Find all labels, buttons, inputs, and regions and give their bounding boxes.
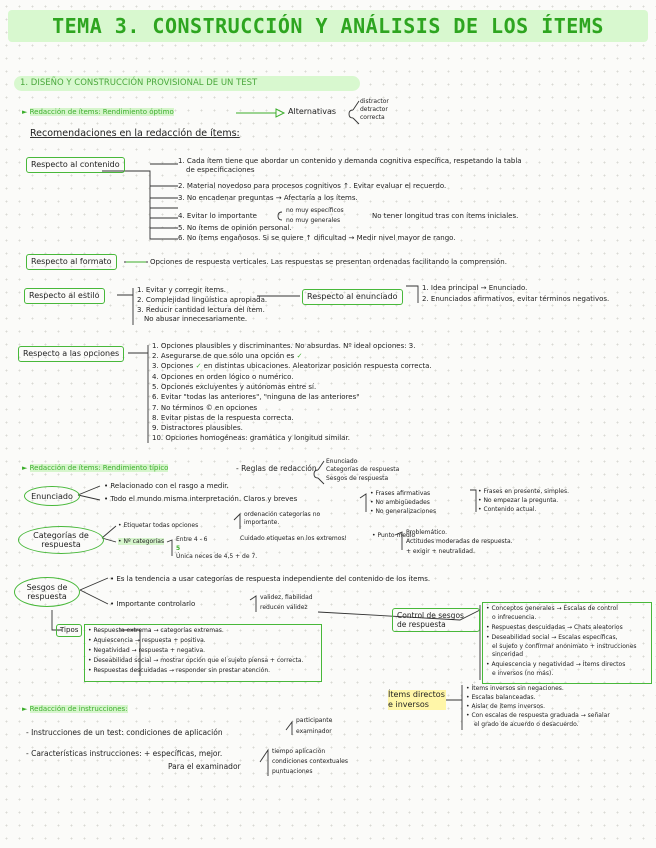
section-heading: 1. DISEÑO Y CONSTRUCCIÓN PROVISIONAL DE UN TEST [14, 76, 360, 91]
tipico-heading: ► Redacción de ítems: Rendimiento típico [22, 464, 169, 472]
instr-target: participante [296, 717, 333, 724]
opcion-item: 1. Opciones plausibles y discriminantes. No absurdas. Nº ideal opciones: 3. [152, 342, 416, 350]
opcion-item: 9. Distractores plausibles. [152, 424, 243, 432]
contenido-item: de especificaciones [186, 166, 255, 174]
estilo-label: Respecto al estilo [24, 288, 105, 304]
frase-right-item: • No empezar la pregunta. [478, 497, 559, 504]
control-item: sinceridad [492, 651, 524, 658]
directos-label: Ítems directos e inversos [388, 690, 445, 709]
sesgos-oval: Sesgos de respuesta [14, 577, 80, 607]
control-item: • Respuestas descuidadas → Chats aleatorios [486, 624, 623, 631]
directo-item: • Con escalas de respuesta graduada → señalar [466, 712, 610, 719]
reglas-label: - Reglas de redacción [236, 464, 317, 473]
opcion-item: 8. Evitar pistas de la respuesta correcta. [152, 414, 294, 422]
opcion-item: 7. No términos © en opciones [152, 404, 258, 412]
regla-item: Categorías de respuesta [326, 466, 400, 473]
directo-item: • Escalas balanceadas. [466, 694, 536, 701]
categoria-item: • Etiquetar todas opciones [118, 522, 199, 529]
sesgo-sub: reducen validez [260, 604, 308, 611]
categoria-right: importante. [244, 519, 280, 526]
frase-item: • No generalizaciones [370, 508, 437, 515]
opcion-item: 4. Opciones en orden lógico o numérico. [152, 373, 294, 381]
opciones-label: Respecto a las opciones [18, 346, 124, 362]
sesgo-item: • Es la tendencia a usar categorías de respuesta independiente del contenido de los ítems. [110, 575, 431, 583]
enunciado-tip-item: • Todo el mundo misma interpretación. Claros y breves [104, 495, 298, 503]
enunciado-tip-item: • Relacionado con el rasgo a medir. [104, 482, 229, 490]
categoria-sub: Única neces de 4,5 + de 7. [176, 553, 258, 560]
regla-item: Enunciado [326, 458, 358, 465]
evitar-sub: no muy generales [286, 217, 341, 224]
control-item: o infrecuencia. [492, 614, 537, 621]
contenido-item: 6. No ítems engañosos. Si se quiere ↑ dificultad → Medir nivel mayor de rango. [178, 234, 456, 242]
categoria-sub: 5 [176, 545, 181, 552]
evitar-sub: no muy específicos [286, 207, 344, 214]
estilo-item: 1. Evitar y corregir ítems. [137, 286, 227, 294]
formato-label: Respecto al formato [26, 254, 117, 270]
alternativa-correcta: correcta [360, 114, 385, 121]
directo-item: • Aislar de ítems inversos. [466, 703, 546, 710]
tipos-label: Tipos [56, 624, 82, 637]
contenido-item: 4. Evitar lo importante [178, 212, 257, 220]
directo-item: el grado de acuerdo o desacuerdo. [474, 721, 579, 728]
control-item: e inversos (no más). [492, 670, 554, 677]
categoria-right: ordenación categorías no [244, 511, 321, 518]
alternativa-detractor: detractor [360, 106, 388, 113]
regla-item: Sesgos de respuesta [326, 475, 389, 482]
tipo-item: • Aquiescencia → respuesta + positiva. [88, 637, 206, 644]
opcion-item: 5. Opciones excluyentes y autónomas entre sí. [152, 383, 317, 391]
evitar-right: No tener longitud tras con ítems iniciales. [372, 212, 519, 220]
punto-medio: • Punto medio [372, 532, 416, 539]
enunciado-item: 2. Enunciados afirmativos, evitar términos negativos. [422, 295, 610, 303]
enunciado-label: Respecto al enunciado [302, 289, 403, 305]
instrucciones-heading: ► Redacción de instrucciones: [22, 705, 128, 713]
recomendaciones-heading: Recomendaciones en la redacción de ítems: [30, 128, 240, 139]
alternativas-label: Alternativas [288, 107, 337, 116]
tipo-item: • Negatividad → respuesta + negativa. [88, 647, 206, 654]
estilo-item: No abusar innecesariamente. [144, 315, 248, 323]
categoria-item: • Nº categorías [118, 538, 165, 545]
contenido-item: 5. No ítems de opinión personal. [178, 224, 292, 232]
enunciado-oval: Enunciado [24, 486, 80, 506]
instrucciones-line: - Instrucciones de un test: condiciones de aplicación [26, 728, 223, 737]
punto-medio-item: Actitudes moderadas de respuesta. [406, 538, 513, 545]
punto-medio-item: Problemático. [406, 529, 447, 536]
alternativa-distractor: distractor [360, 98, 389, 105]
estilo-item: 2. Complejidad lingüística apropiada. [137, 296, 268, 304]
control-item: • Aquiescencia y negatividad → Ítems directos [486, 661, 626, 668]
opcion-item: 6. Evitar "todas las anteriores", "ninguna de las anteriores" [152, 393, 360, 401]
contenido-item: 3. No encadenar preguntas → Afectaría a los ítems. [178, 194, 358, 202]
opcion-item: 10. Opciones homogéneas: gramática y longitud similar. [152, 434, 350, 442]
control-label: Control de sesgos de respuesta [392, 608, 480, 632]
tipo-item: • Respuestas descuidadas → responder sin prestar atención. [88, 667, 271, 674]
control-item: • Conceptos generales → Escalas de control [486, 605, 618, 612]
frase-right-item: • Frases en presente, simples. [478, 488, 570, 495]
sesgo-sub: validez, fiabilidad [260, 594, 313, 601]
contenido-item: 2. Material novedoso para procesos cognitivos ↑. Evitar evaluar el recuerdo. [178, 182, 447, 190]
frase-item: • No ambigüedades [370, 499, 430, 506]
opcion-item: 2. Asegurarse de que sólo una opción es ✓ [152, 352, 303, 360]
exam-target: tiempo aplicación [272, 748, 326, 755]
directo-item: • Ítems inversos sin negaciones. [466, 685, 564, 692]
contenido-item: 1. Cada ítem tiene que abordar un contenido y demanda cognitiva específica, respetando la tabla [178, 157, 522, 165]
caracteristicas-line: - Características instrucciones: + específicas, mejor. [26, 749, 223, 758]
control-item: el sujeto y confirmar anonimato + instrucciones [492, 643, 637, 650]
formato-text: Opciones de respuesta verticales. Las respuestas se presentan ordenadas facilitando la comprensión. [150, 258, 507, 266]
opcion-item: 3. Opciones ✓ en distintas ubicaciones. Aleatorizar posición respuesta correcta. [152, 362, 432, 370]
frase-right-item: • Contenido actual. [478, 506, 537, 513]
categoria-right: Cuidado etiquetas en los extremos! [240, 535, 347, 542]
instr-target: examinador [296, 728, 332, 735]
tipo-item: • Respuesta extrema → categorías extremas. [88, 627, 224, 634]
exam-target: condiciones contextuales [272, 758, 348, 765]
tipo-item: • Deseabilidad social → mostrar opción que el sujeto piensa + correcta. [88, 657, 304, 664]
frase-item: • Frases afirmativas [370, 490, 431, 497]
estilo-item: 3. Reducir cantidad lectura del ítem. [137, 306, 265, 314]
page-title: TEMA 3. CONSTRUCCIÓN Y ANÁLISIS DE LOS ÍTEMS [8, 10, 648, 42]
control-item: • Deseabilidad social → Escalas específicas, [486, 634, 618, 641]
categorias-oval: Categorías de respuesta [18, 526, 104, 554]
exam-target: puntuaciones [272, 768, 313, 775]
optimo-heading: ► Redacción de ítems: Rendimiento óptimo [22, 108, 174, 116]
sesgo-item: • Importante controlarlo [110, 600, 196, 608]
punto-medio-item: + exigir + neutralidad. [406, 548, 475, 555]
contenido-label: Respecto al contenido [26, 157, 125, 173]
examinador-label: Para el examinador [168, 762, 241, 771]
enunciado-item: 1. Idea principal → Enunciado. [422, 284, 528, 292]
categoria-sub: Entre 4 - 6 [176, 536, 208, 543]
